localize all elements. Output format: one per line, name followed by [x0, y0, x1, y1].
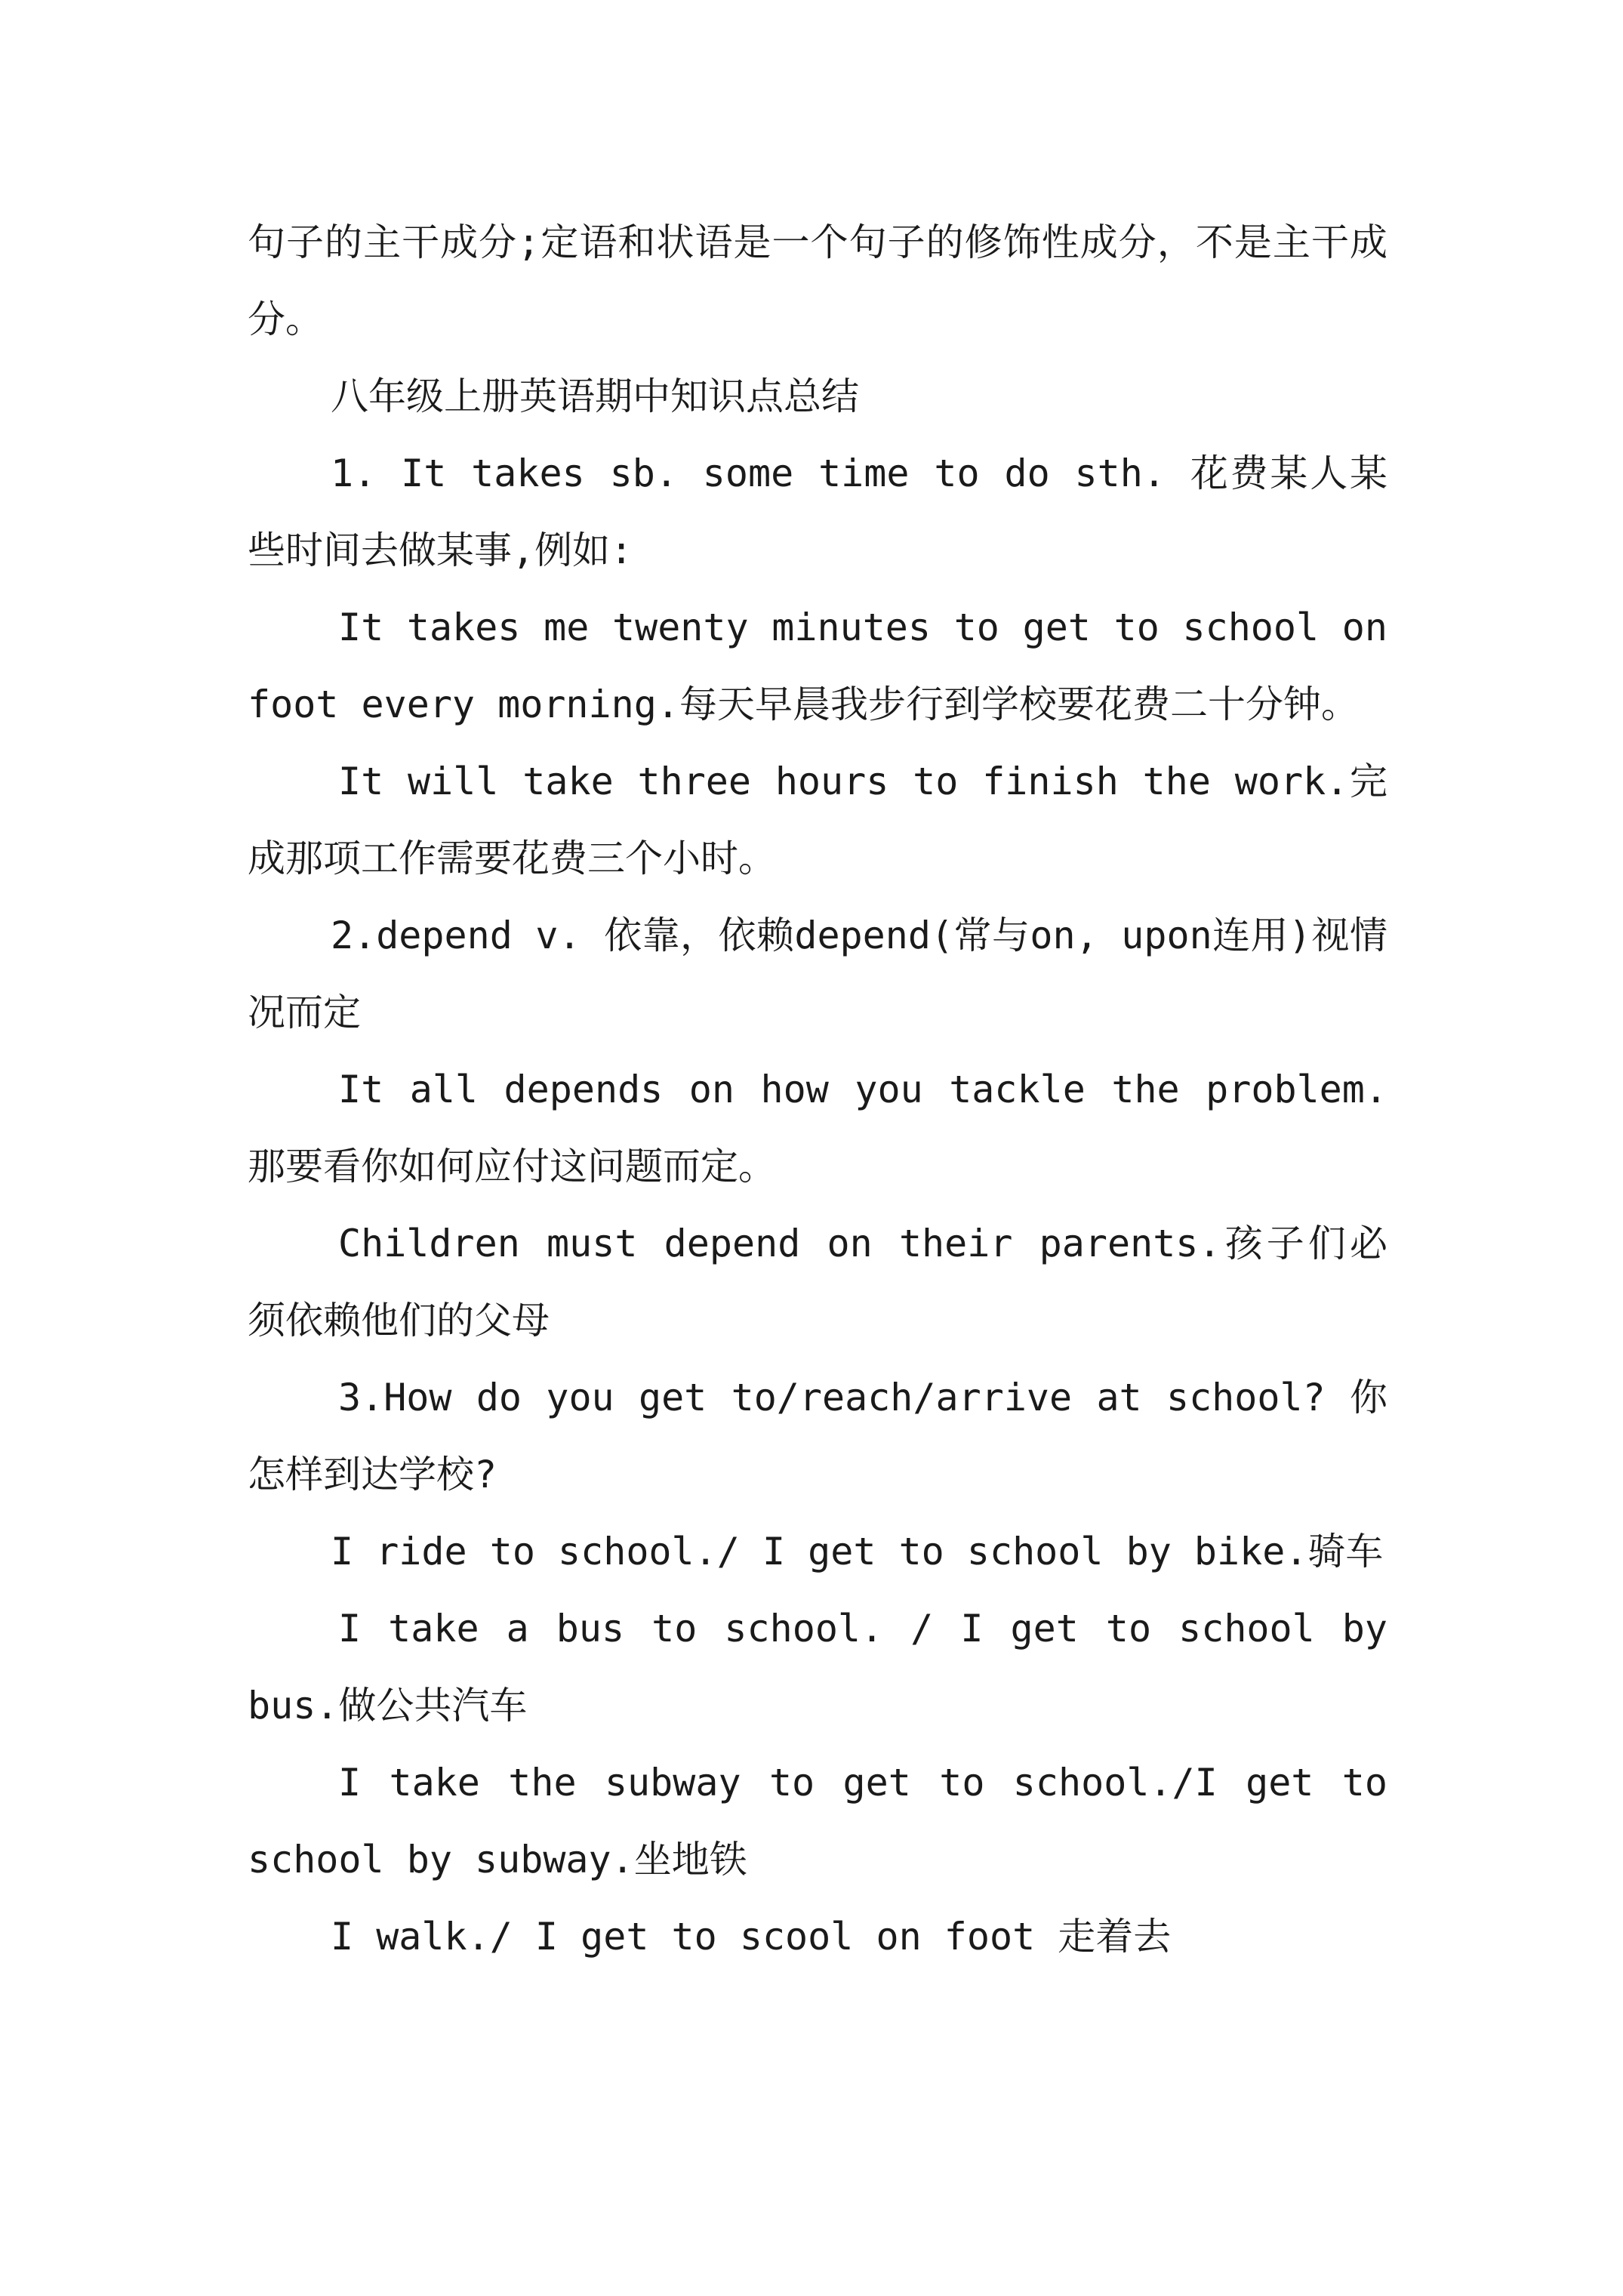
paragraph-example-2b: Children must depend on their parents.孩子们必须依赖他们的父母: [248, 1222, 1387, 1342]
paragraph-example-3b: I take a bus to school. / I get to school by bus.做公共汽车: [248, 1607, 1387, 1727]
paragraph-example-1a: It takes me twenty minutes to get to school on foot every morning.每天早晨我步行到学校要花费二十分钟。: [248, 606, 1387, 726]
paragraph-example-1b: It will take three hours to finish the work.完成那项工作需要花费三个小时。: [248, 760, 1387, 880]
paragraph-sentence-components: 句子的主干成分;定语和状语是一个句子的修饰性成分，不是主干成分。: [248, 220, 1387, 341]
paragraph-example-3d: I walk./ I get to scool on foot 走着去: [331, 1915, 1172, 1959]
paragraph-example-3c: I take the subway to get to school./I get to school by subway.坐地铁: [248, 1761, 1387, 1881]
paragraph-example-3a: I ride to school./ I get to school by bike.骑车: [331, 1530, 1384, 1573]
paragraph-section-title: 八年级上册英语期中知识点总结: [331, 374, 859, 418]
paragraph-point-3: 3.How do you get to/reach/arrive at school? 你怎样到达学校?: [248, 1376, 1387, 1496]
document-body: [248, 204, 1387, 1975]
paragraph-point-1: 1. It takes sb. some time to do sth. 花费某人某些时间去做某事,例如:: [248, 451, 1387, 572]
paragraph-example-2a: It all depends on how you tackle the problem.那要看你如何应付这问题而定。: [248, 1068, 1387, 1188]
paragraph-point-2: 2.depend v. 依靠，依赖depend(常与on, upon连用)视情况而定: [248, 914, 1387, 1034]
